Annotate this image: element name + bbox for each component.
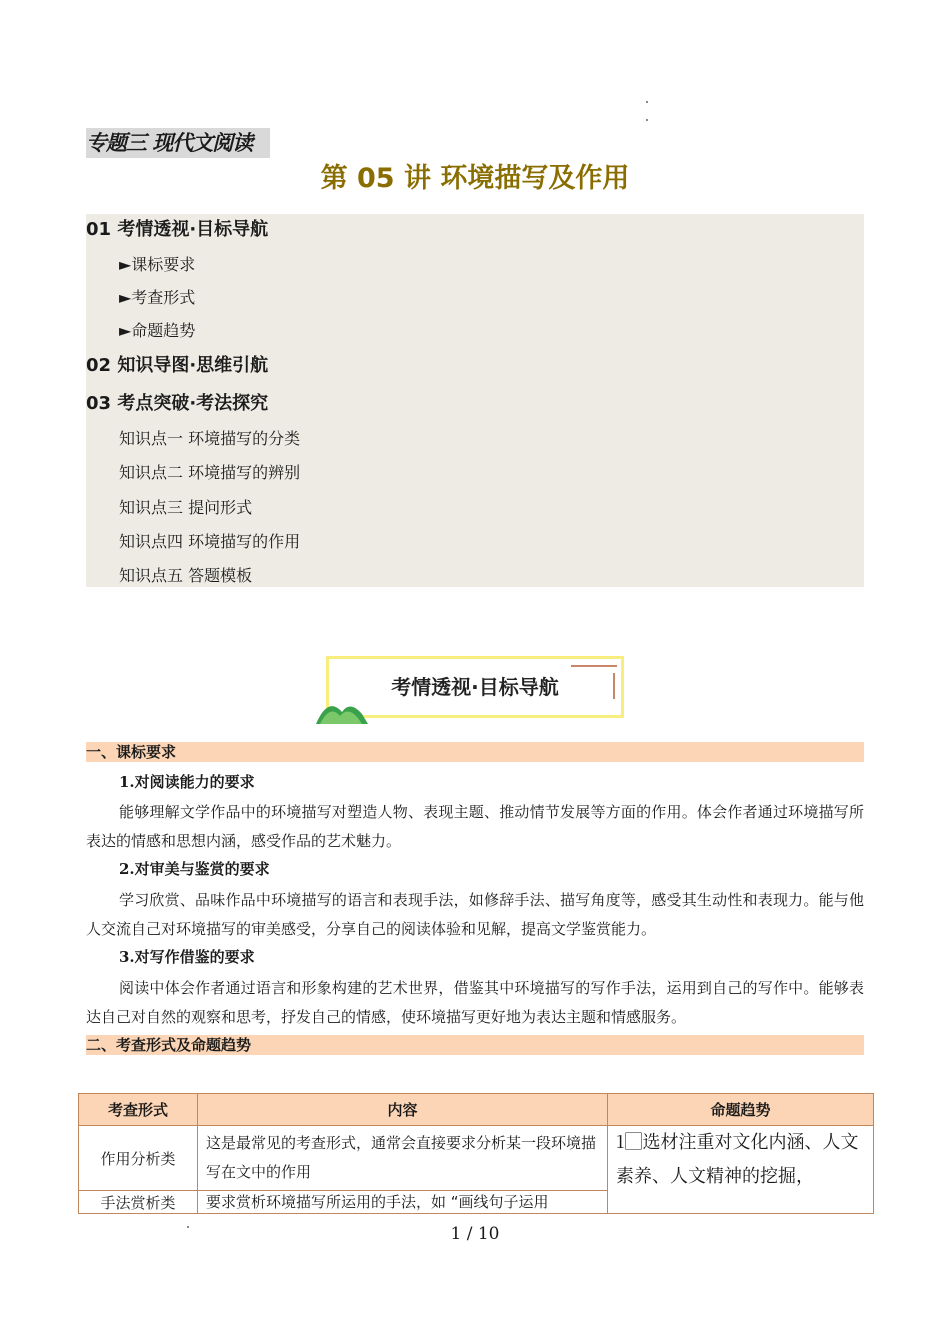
subheading: 1.对阅读能力的要求 xyxy=(119,773,255,791)
column-header: 内容 xyxy=(198,1094,608,1126)
paragraph: 阅读中体会作者通过语言和形象构建的艺术世界，借鉴其中环境描写的写作手法，运用到自己的写作中。能够表达自己对自然的观察和思考，抒发自己的情感，使环境描写更好地为表达主题和情感服务。 xyxy=(86,979,864,1026)
topic-tag: 专题三 现代文阅读 xyxy=(86,128,270,158)
table-cell-content: 这是最常见的考查形式，通常会直接要求分析某一段环境描写在文中的作用 xyxy=(198,1126,608,1191)
table-cell-form: 作用分析类 xyxy=(79,1126,198,1191)
section-heading-requirements: 一、课标要求 xyxy=(86,742,864,762)
toc-item[interactable]: ►课标要求 xyxy=(119,255,196,274)
section-banner xyxy=(326,656,624,718)
paragraph: 能够理解文学作品中的环境描写对塑造人物、表现主题、推动情节发展等方面的作用。体会作者通过环境描写所表达的情感和思想内涵，感受作品的艺术魅力。 xyxy=(86,803,864,850)
hills-icon xyxy=(314,694,370,724)
toc-item[interactable]: 知识点三 提问形式 xyxy=(119,498,253,517)
table-row xyxy=(79,1126,874,1191)
table-cell-form: 手法赏析类 xyxy=(79,1191,198,1214)
toc-item[interactable]: 知识点四 环境描写的作用 xyxy=(119,532,301,551)
table-cell-trend: 1⃞选材注重对文化内涵、人文素养、人文精神的挖掘， xyxy=(608,1126,874,1214)
page-number: 1 / 10 xyxy=(450,1224,500,1244)
table-header-row xyxy=(79,1094,874,1126)
subheading: 2.对审美与鉴赏的要求 xyxy=(119,860,270,878)
section-heading-exam-form: 二、考查形式及命题趋势 xyxy=(86,1035,864,1055)
exam-form-table xyxy=(78,1093,874,1214)
toc-item[interactable]: 知识点一 环境描写的分类 xyxy=(119,429,301,448)
toc-section-3[interactable]: 03 考点突破·考法探究 xyxy=(86,393,269,414)
column-header: 命题趋势 xyxy=(608,1094,874,1126)
column-header: 考查形式 xyxy=(79,1094,198,1126)
banner-title: 考情透视·目标导航 xyxy=(391,675,559,699)
table-cell-content: 要求赏析环境描写所运用的手法，如 “画线句子运用 xyxy=(198,1191,608,1214)
banner-decor-line xyxy=(613,673,615,699)
toc-section-2[interactable]: 02 知识导图·思维引航 xyxy=(86,355,269,376)
subheading: 3.对写作借鉴的要求 xyxy=(119,948,255,966)
table-of-contents xyxy=(86,214,864,587)
paragraph: 学习欣赏、品味作品中环境描写的语言和表现手法，如修辞手法、描写角度等，感受其生动性和表现力。能与他人交流自己对环境描写的审美感受，分享自己的阅读体验和见解，提高文学鉴赏能力。 xyxy=(86,891,864,938)
page-title: 第 05 讲 环境描写及作用 xyxy=(320,163,630,194)
toc-item[interactable]: ►考查形式 xyxy=(119,288,196,307)
toc-item[interactable]: 知识点五 答题模板 xyxy=(119,566,253,585)
decor-dot xyxy=(646,101,648,103)
banner-decor-line xyxy=(571,665,617,667)
toc-section-1[interactable]: 01 考情透视·目标导航 xyxy=(86,219,269,240)
toc-item[interactable]: ►命题趋势 xyxy=(119,321,196,340)
decor-dot xyxy=(646,119,648,121)
toc-item[interactable]: 知识点二 环境描写的辨别 xyxy=(119,463,301,482)
